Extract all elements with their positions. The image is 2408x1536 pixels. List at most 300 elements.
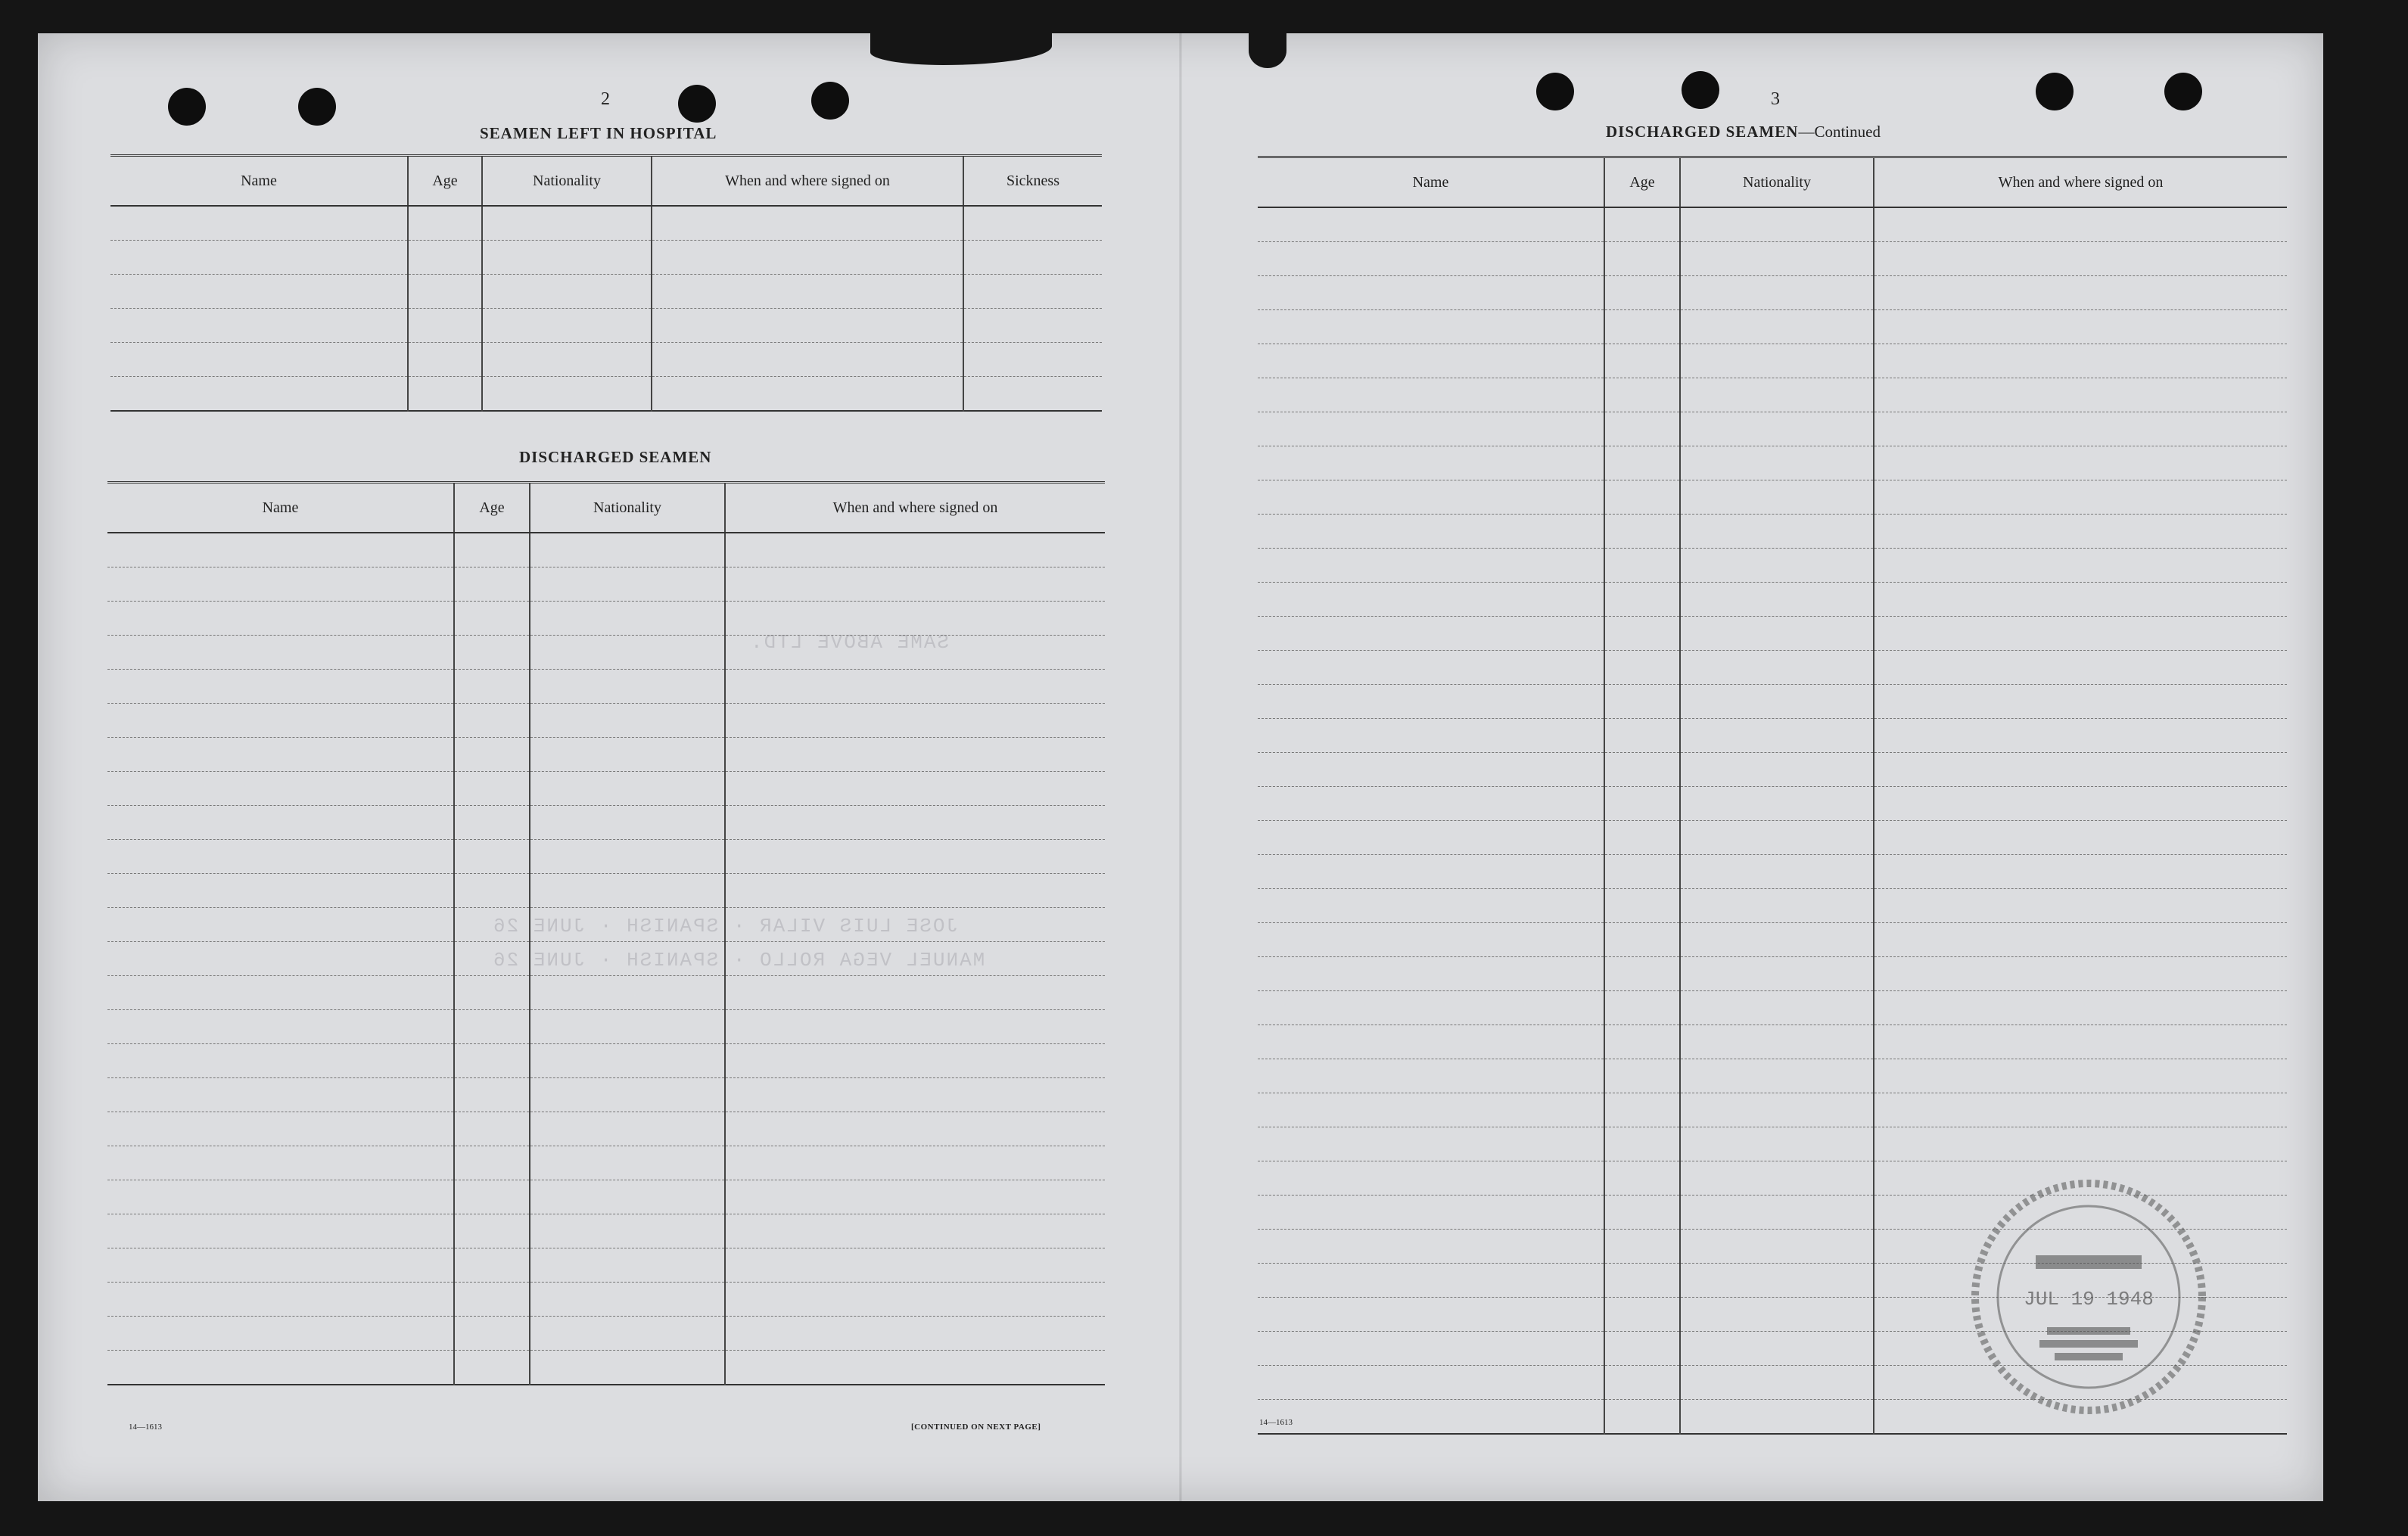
table-cell (1604, 242, 1680, 276)
table-cell (725, 1010, 1105, 1044)
table-cell (963, 241, 1102, 275)
table-cell (1680, 821, 1874, 855)
torn-edge (1249, 33, 1286, 68)
table-cell (725, 1146, 1105, 1180)
table-cell (1258, 412, 1604, 446)
table-cell (107, 1214, 454, 1248)
table-cell (1604, 583, 1680, 617)
table-cell (725, 874, 1105, 908)
table-cell (1680, 685, 1874, 719)
table-cell (454, 1180, 530, 1214)
table-cell (725, 602, 1105, 636)
table-row (107, 1317, 1105, 1351)
table-cell (1680, 651, 1874, 685)
table-cell (454, 772, 530, 806)
table-cell (963, 275, 1102, 309)
table-cell (530, 602, 725, 636)
table-cell (1680, 480, 1874, 515)
table-cell (1874, 685, 2287, 719)
table-row (1258, 480, 2287, 515)
table-cell (1604, 855, 1680, 889)
table-cell (963, 343, 1102, 377)
table-cell (1604, 549, 1680, 583)
table-cell (725, 1351, 1105, 1385)
table-cell (725, 533, 1105, 567)
punch-hole (1682, 71, 1719, 109)
table-cell (725, 1283, 1105, 1317)
table-cell (1874, 344, 2287, 378)
table-row (1258, 923, 2287, 957)
column-header-nationality: Nationality (482, 156, 652, 207)
table-cell (725, 772, 1105, 806)
table-row (110, 241, 1102, 275)
table-cell (725, 636, 1105, 670)
table-cell (1258, 1196, 1604, 1230)
table-cell (1874, 617, 2287, 651)
table-cell (107, 1283, 454, 1317)
table-cell (1604, 1196, 1680, 1230)
table-cell (1874, 923, 2287, 957)
table-cell (107, 1078, 454, 1112)
table-cell (530, 738, 725, 772)
table-cell (107, 1180, 454, 1214)
table-row (1258, 344, 2287, 378)
table-cell (1680, 1127, 1874, 1161)
table-row (1258, 1093, 2287, 1127)
discharged-table (107, 481, 1105, 1385)
table-cell (530, 1078, 725, 1112)
table-cell (1680, 549, 1874, 583)
table-cell (1258, 378, 1604, 412)
table-cell (1604, 1264, 1680, 1298)
table-cell (1604, 753, 1680, 787)
punch-hole (811, 82, 849, 120)
table-row (107, 533, 1105, 567)
table-row (1258, 617, 2287, 651)
table-row (1258, 685, 2287, 719)
table-cell (107, 567, 454, 602)
table-cell (1258, 855, 1604, 889)
table-cell (530, 567, 725, 602)
table-cell (107, 1010, 454, 1044)
table-cell (725, 1044, 1105, 1078)
table-cell (1258, 923, 1604, 957)
table-cell (1680, 1366, 1874, 1400)
table-cell (110, 377, 408, 412)
discharged-continued-title (1606, 123, 1881, 141)
table-row (107, 602, 1105, 636)
punch-hole (168, 88, 206, 126)
table-cell (107, 840, 454, 874)
bleed-through-text: JOSE LUIS VILAR · SPANISH · JUNE 26 (492, 915, 959, 937)
table-cell (530, 908, 725, 942)
column-header-age: Age (1604, 157, 1680, 208)
table-cell (1258, 685, 1604, 719)
table-cell (454, 908, 530, 942)
table-cell (1604, 617, 1680, 651)
table-cell (1874, 719, 2287, 753)
table-cell (652, 343, 963, 377)
table-cell (1604, 1127, 1680, 1161)
table-cell (1874, 753, 2287, 787)
column-header-signed-on: When and where signed on (1874, 157, 2287, 208)
table-cell (530, 670, 725, 704)
table-cell (1604, 719, 1680, 753)
table-row (1258, 821, 2287, 855)
table-cell (107, 874, 454, 908)
table-cell (530, 1283, 725, 1317)
table-cell (652, 241, 963, 275)
table-row (1258, 207, 2287, 242)
table-cell (1680, 753, 1874, 787)
table-cell (725, 670, 1105, 704)
column-header-nationality: Nationality (530, 483, 725, 533)
bleed-through-text: MANUEL VEGA ROLLO · SPANISH · JUNE 26 (492, 949, 985, 972)
table-cell (107, 806, 454, 840)
table-cell (454, 976, 530, 1010)
table-cell (1604, 480, 1680, 515)
punch-hole (1536, 73, 1574, 110)
table-row (110, 309, 1102, 343)
table-cell (1874, 787, 2287, 821)
table-cell (652, 309, 963, 343)
table-cell (1680, 378, 1874, 412)
table-cell (1680, 719, 1874, 753)
table-cell (110, 206, 408, 241)
table-cell (652, 377, 963, 412)
table-cell (1604, 1161, 1680, 1196)
table-cell (1680, 276, 1874, 310)
table-cell (1680, 1230, 1874, 1264)
table-cell (107, 1248, 454, 1283)
table-cell (107, 1351, 454, 1385)
table-cell (1604, 344, 1680, 378)
hospital-table (110, 154, 1102, 412)
table-header-row (110, 156, 1102, 207)
table-cell (107, 670, 454, 704)
table-row (107, 1214, 1105, 1248)
table-cell (530, 976, 725, 1010)
table-cell (454, 1351, 530, 1385)
table-cell (482, 377, 652, 412)
table-row (1258, 719, 2287, 753)
table-row (107, 636, 1105, 670)
table-cell (1874, 1093, 2287, 1127)
table-cell (107, 908, 454, 942)
table-cell (482, 206, 652, 241)
column-header-sickness: Sickness (963, 156, 1102, 207)
table-cell (1604, 1025, 1680, 1059)
table-cell (454, 1044, 530, 1078)
table-row (1258, 1059, 2287, 1093)
table-cell (454, 942, 530, 976)
table-cell (530, 772, 725, 806)
table-cell (454, 1214, 530, 1248)
table-cell (1874, 515, 2287, 549)
table-cell (107, 602, 454, 636)
table-row (107, 1351, 1105, 1385)
table-cell (963, 377, 1102, 412)
column-header-signed-on: When and where signed on (652, 156, 963, 207)
table-cell (1258, 753, 1604, 787)
table-row (107, 1044, 1105, 1078)
table-cell (1258, 276, 1604, 310)
table-row (1258, 1127, 2287, 1161)
table-cell (107, 942, 454, 976)
table-cell (963, 206, 1102, 241)
table-cell (1258, 583, 1604, 617)
table-row (1258, 446, 2287, 480)
table-cell (725, 1248, 1105, 1283)
bleed-through-text: SAME ABOVE LTD. (749, 631, 950, 654)
table-cell (725, 1214, 1105, 1248)
table-cell (1680, 923, 1874, 957)
table-row (107, 772, 1105, 806)
table-row (107, 1010, 1105, 1044)
table-row (107, 1146, 1105, 1180)
table-cell (652, 275, 963, 309)
table-cell (454, 1146, 530, 1180)
table-cell (530, 1044, 725, 1078)
table-cell (1258, 310, 1604, 344)
table-cell (1258, 1230, 1604, 1264)
table-cell (1680, 889, 1874, 923)
table-cell (107, 533, 454, 567)
table-cell (408, 206, 482, 241)
table-cell (1604, 1230, 1680, 1264)
column-header-signed-on: When and where signed on (725, 483, 1105, 533)
table-cell (454, 806, 530, 840)
table-cell (1258, 1264, 1604, 1298)
table-row (1258, 549, 2287, 583)
table-row (107, 1283, 1105, 1317)
table-cell (1604, 787, 1680, 821)
table-row (107, 1248, 1105, 1283)
table-row (110, 206, 1102, 241)
table-header-row (107, 483, 1105, 533)
form-number-right: 14—1613 (1259, 1418, 1293, 1427)
immigration-stamp (1964, 1172, 2214, 1422)
table-cell (454, 704, 530, 738)
table-cell (1258, 889, 1604, 923)
table-cell (1604, 651, 1680, 685)
table-cell (530, 1180, 725, 1214)
table-cell (1680, 1059, 1874, 1093)
table-cell (1604, 821, 1680, 855)
table-cell (1604, 207, 1680, 242)
table-cell (1680, 1332, 1874, 1366)
table-cell (454, 1078, 530, 1112)
table-cell (1604, 1059, 1680, 1093)
table-cell (1874, 1025, 2287, 1059)
table-cell (725, 976, 1105, 1010)
table-row (107, 806, 1105, 840)
table-cell (1258, 242, 1604, 276)
table-cell (530, 636, 725, 670)
table-cell (725, 806, 1105, 840)
table-cell (408, 377, 482, 412)
table-cell (1604, 1332, 1680, 1366)
table-row (1258, 276, 2287, 310)
table-cell (725, 908, 1105, 942)
table-cell (963, 309, 1102, 343)
table-cell (1604, 446, 1680, 480)
table-cell (725, 567, 1105, 602)
table-cell (107, 1317, 454, 1351)
table-row (1258, 957, 2287, 991)
table-cell (454, 738, 530, 772)
table-cell (1604, 923, 1680, 957)
table-cell (1874, 378, 2287, 412)
table-row (1258, 651, 2287, 685)
table-cell (725, 704, 1105, 738)
table-cell (107, 1146, 454, 1180)
column-header-age: Age (408, 156, 482, 207)
table-cell (1258, 480, 1604, 515)
table-cell (1258, 446, 1604, 480)
stamp-date: JUL 19 1948 (2024, 1288, 2154, 1311)
punch-hole (298, 88, 336, 126)
table-cell (530, 1317, 725, 1351)
table-cell (454, 602, 530, 636)
table-cell (454, 567, 530, 602)
table-row (1258, 753, 2287, 787)
table-cell (454, 1317, 530, 1351)
table-cell (1258, 957, 1604, 991)
table-cell (530, 1112, 725, 1146)
table-cell (1680, 1161, 1874, 1196)
table-cell (1258, 1059, 1604, 1093)
form-number-left: 14—1613 (129, 1423, 162, 1432)
table-cell (482, 275, 652, 309)
table-cell (408, 241, 482, 275)
table-cell (1874, 1059, 2287, 1093)
table-cell (1680, 1025, 1874, 1059)
table-cell (1680, 1400, 1874, 1435)
hospital-section-title: SEAMEN LEFT IN HOSPITAL (480, 124, 717, 142)
table-cell (1258, 515, 1604, 549)
table-row (107, 738, 1105, 772)
table-row (1258, 991, 2287, 1025)
table-cell (1258, 1127, 1604, 1161)
table-cell (725, 1078, 1105, 1112)
table-cell (530, 874, 725, 908)
table-cell (1604, 515, 1680, 549)
table-cell (107, 1112, 454, 1146)
table-cell (1258, 549, 1604, 583)
table-cell (1680, 446, 1874, 480)
table-row (107, 704, 1105, 738)
table-cell (107, 704, 454, 738)
table-row (107, 908, 1105, 942)
punch-hole (2164, 73, 2202, 110)
column-header-nationality: Nationality (1680, 157, 1874, 208)
punch-hole (678, 85, 716, 123)
table-cell (1874, 480, 2287, 515)
table-row (107, 976, 1105, 1010)
table-cell (1680, 1298, 1874, 1332)
table-cell (1258, 821, 1604, 855)
table-cell (530, 942, 725, 976)
table-cell (725, 738, 1105, 772)
table-cell (454, 1010, 530, 1044)
table-cell (1874, 310, 2287, 344)
table-cell (454, 1248, 530, 1283)
table-cell (1258, 991, 1604, 1025)
table-cell (1874, 957, 2287, 991)
table-cell (1604, 276, 1680, 310)
table-cell (1874, 889, 2287, 923)
table-cell (1874, 549, 2287, 583)
page-fold (1179, 33, 1182, 1501)
table-cell (1604, 685, 1680, 719)
table-cell (1680, 583, 1874, 617)
table-row (110, 377, 1102, 412)
table-cell (482, 241, 652, 275)
table-cell (1680, 1196, 1874, 1230)
table-cell (725, 1180, 1105, 1214)
table-cell (1604, 889, 1680, 923)
table-row (1258, 1025, 2287, 1059)
table-cell (1680, 957, 1874, 991)
section-title-text: DISCHARGED SEAMEN (1606, 123, 1799, 141)
table-cell (1680, 515, 1874, 549)
column-header-name: Name (107, 483, 454, 533)
table-cell (1258, 1161, 1604, 1196)
table-cell (530, 1146, 725, 1180)
table-row (1258, 855, 2287, 889)
table-row (107, 1112, 1105, 1146)
table-cell (530, 1351, 725, 1385)
table-cell (1680, 412, 1874, 446)
table-cell (1258, 651, 1604, 685)
table-row (107, 1078, 1105, 1112)
table-cell (454, 840, 530, 874)
table-cell (110, 275, 408, 309)
table-cell (454, 874, 530, 908)
table-cell (1604, 1093, 1680, 1127)
table-cell (530, 533, 725, 567)
table-row (1258, 787, 2287, 821)
page-number-right: 3 (1771, 89, 1780, 109)
table-cell (530, 840, 725, 874)
table-cell (1604, 378, 1680, 412)
table-cell (1258, 617, 1604, 651)
table-cell (1680, 787, 1874, 821)
table-cell (454, 1112, 530, 1146)
table-cell (1680, 1093, 1874, 1127)
table-cell (1604, 1298, 1680, 1332)
continued-note: [CONTINUED ON NEXT PAGE] (911, 1423, 1041, 1432)
table-cell (1604, 957, 1680, 991)
table-cell (725, 840, 1105, 874)
table-cell (454, 670, 530, 704)
table-cell (1680, 344, 1874, 378)
table-cell (107, 636, 454, 670)
table-cell (408, 343, 482, 377)
table-cell (1874, 1127, 2287, 1161)
table-row (1258, 583, 2287, 617)
table-cell (1258, 1093, 1604, 1127)
table-cell (530, 704, 725, 738)
table-cell (1258, 1400, 1604, 1435)
table-cell (1258, 787, 1604, 821)
column-header-age: Age (454, 483, 530, 533)
table-cell (1680, 855, 1874, 889)
table-cell (1680, 207, 1874, 242)
punch-hole (2036, 73, 2074, 110)
table-cell (1874, 276, 2287, 310)
